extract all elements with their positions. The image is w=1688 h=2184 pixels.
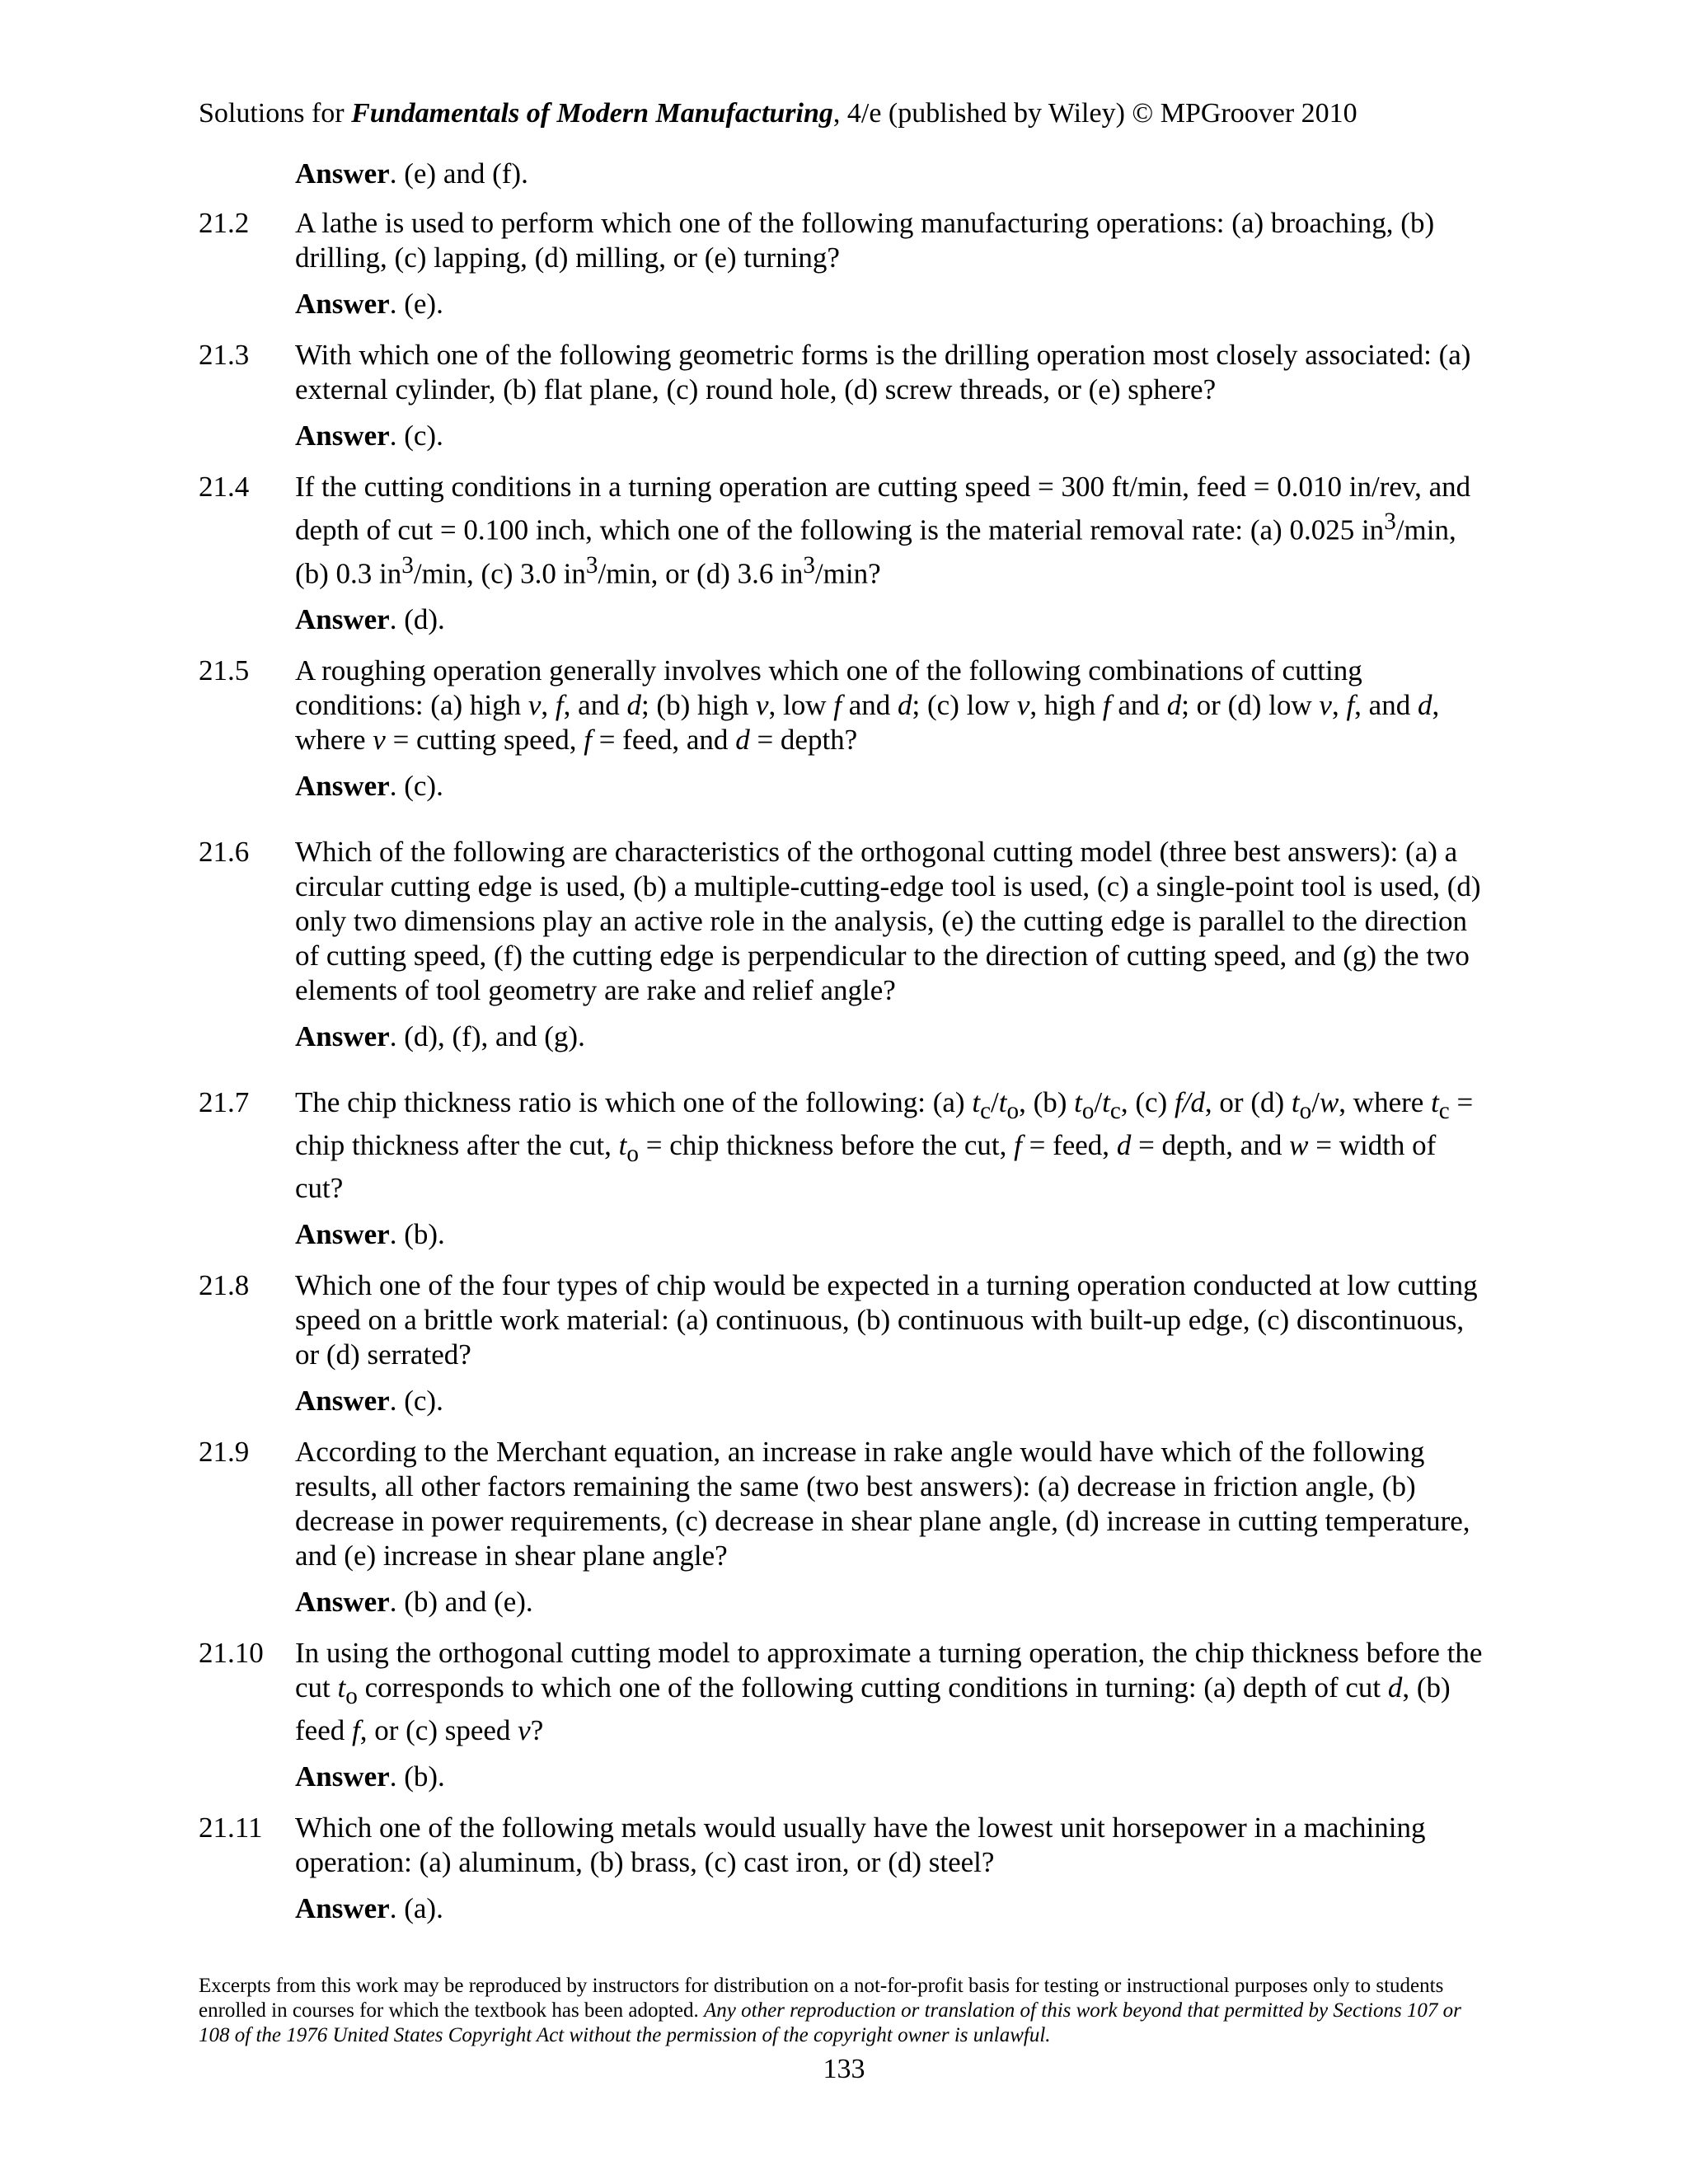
question-21-4 [199, 470, 1484, 637]
question-number: 21.8 [199, 1269, 250, 1302]
question-answer [295, 1585, 1484, 1619]
question-text: Which one of the four types of chip would be expected in a turning operation conducted at low cutting speed on a brittle work material: (a) continuous, (b) continuous with built-up edge, (c) discontinuous, or (d) serrated? [295, 1269, 1478, 1371]
answer-text: . (e) and (f). [389, 157, 528, 190]
question-21-11 [199, 1811, 1484, 1926]
header-suffix: , 4/e (published by Wiley) © MPGroover 2010 [832, 98, 1357, 129]
question-21-10 [199, 1636, 1484, 1794]
question-number: 21.3 [199, 339, 250, 371]
question-answer [295, 287, 1484, 321]
question-number: 21.5 [199, 654, 250, 687]
answer-text: . (e). [389, 288, 443, 320]
question-21-2 [199, 206, 1484, 321]
question-21-7 [199, 1085, 1484, 1252]
question-21-6 [199, 835, 1484, 1054]
question-answer [295, 1019, 1484, 1054]
answer-text: . (c). [389, 419, 443, 452]
answer-text: . (a). [389, 1892, 443, 1925]
question-21-5 [199, 654, 1484, 804]
header-prefix: Solutions for [199, 98, 352, 129]
question-text: According to the Merchant equation, an increase in rake angle would have which of the following results, all other factors remaining the same (two best answers): (a) decrease in friction angle, (b) decrease in power requirements, (c) decrease in shear plane angle, (d) increase in cutting temperature, and (e) increase in shear plane angle? [295, 1436, 1470, 1572]
question-text: Which one of the following metals would usually have the lowest unit horsepower in a machining operation: (a) aluminum, (b) brass, (c) cast iron, or (d) steel? [295, 1811, 1426, 1879]
answer-text: . (d), (f), and (g). [389, 1020, 585, 1053]
question-21-3 [199, 338, 1484, 453]
answer-text: . (b) and (e). [389, 1586, 533, 1619]
question-21-8 [199, 1268, 1484, 1418]
question-number: 21.6 [199, 836, 250, 869]
answer-label: Answer [295, 1385, 390, 1418]
answer-text: . (b). [389, 1760, 445, 1793]
question-text: With which one of the following geometric forms is the drilling operation most closely associated: (a) external cylinder, (b) flat plane, (c) round hole, (d) screw threads, or (e) sphere? [295, 339, 1471, 405]
question-answer [295, 1217, 1484, 1252]
answer-label: Answer [295, 1218, 390, 1251]
header-book-title: Fundamentals of Modern Manufacturing [351, 98, 833, 129]
page-number: 133 [823, 2054, 865, 2084]
answer-label: Answer [295, 157, 390, 190]
question-text: Which of the following are characteristics of the orthogonal cutting model (three best answers): (a) a circular cutting edge is used, (b) a multiple-cutting-edge tool is used, (c) a single-point tool is used, (d) only two dimensions play an active role in the analysis, (e) the cutting edge is parallel to the direction of cutting speed, (f) the cutting edge is perpendicular to the direction of cutting speed, and (g) the two elements of tool geometry are rake and relief angle? [295, 836, 1481, 1007]
question-answer [295, 1384, 1484, 1418]
question-number: 21.10 [199, 1637, 264, 1670]
question-answer [295, 769, 1484, 804]
question-text: A roughing operation generally involves which one of the following combinations of cutting conditions: (a) high v, f, and d; (b) high v, low f and d; (c) low v, high f and d; or (d) low v, f, and d, where v = cutting speed, f = feed, and d = depth? [295, 654, 1440, 757]
answer-21-1 [295, 157, 1484, 191]
answer-label: Answer [295, 603, 390, 636]
question-text: The chip thickness ratio is which one of the following: (a) $t_c/t_o$, (b) $t_o/t_c$, (c) f/d, or (d) $t_o/w$, where $t_c$ = chip thickness after the cut, $t_o$ = chip thickness before the cut, f = feed, d = depth, and w = width of cut? [295, 1086, 1474, 1205]
answer-text: . (c). [389, 770, 443, 803]
question-number: 21.7 [199, 1086, 250, 1119]
question-answer [295, 602, 1484, 637]
answer-label: Answer [295, 1892, 390, 1925]
question-answer [295, 1891, 1484, 1926]
answer-label: Answer [295, 1020, 390, 1053]
question-list [199, 157, 1484, 1926]
question-21-9 [199, 1435, 1484, 1619]
answer-label: Answer [295, 1760, 390, 1793]
question-number: 21.4 [199, 471, 250, 503]
question-text: A lathe is used to perform which one of the following manufacturing operations: (a) broaching, (b) drilling, (c) lapping, (d) milling, or (e) turning? [295, 207, 1435, 274]
question-number: 21.9 [199, 1436, 250, 1469]
question-number: 21.2 [199, 207, 250, 239]
footer-notice: Excerpts from this work may be reproduced by instructors for distribution on a not-for-profit basis for testing or instructional purposes only to students enrolled in courses for which the textbook has been adopted. [199, 1975, 1444, 2022]
answer-text: . (c). [389, 1385, 443, 1418]
answer-label: Answer [295, 419, 390, 452]
question-number: 21.11 [199, 1811, 263, 1844]
answer-text: . (b). [389, 1218, 445, 1251]
question-answer [295, 1760, 1484, 1794]
answer-label: Answer [295, 1586, 390, 1619]
copyright-footer [199, 1974, 1484, 2048]
answer-text: . (d). [389, 603, 445, 636]
footer-legal-notice: Any other reproduction or translation of this work beyond that permitted by Sections 107 or 108 of the 1976 United States Copyright Act without the permission of the copyright owner is unlawful. [199, 1999, 1461, 2046]
running-header [199, 97, 1357, 130]
answer-label: Answer [295, 288, 390, 320]
question-answer [295, 419, 1484, 453]
question-text: In using the orthogonal cutting model to approximate a turning operation, the chip thickness before the cut $t_o$ corresponds to which one of the following cutting conditions in turning: (a) depth of cut d, (b) feed f, or (c) speed v? [295, 1637, 1483, 1747]
question-text: If the cutting conditions in a turning operation are cutting speed = 300 ft/min, feed = 0.010 in/rev, and depth of cut = 0.100 inch, which one of the following is the material removal rate: (a) 0.025 $in^3/\min$, (b) 0.3 $in^3/\min$, (c) 3.0 $in^3/\min$, or (d) 3.6 $in^3/\min$? [295, 471, 1471, 590]
answer-label: Answer [295, 770, 390, 803]
